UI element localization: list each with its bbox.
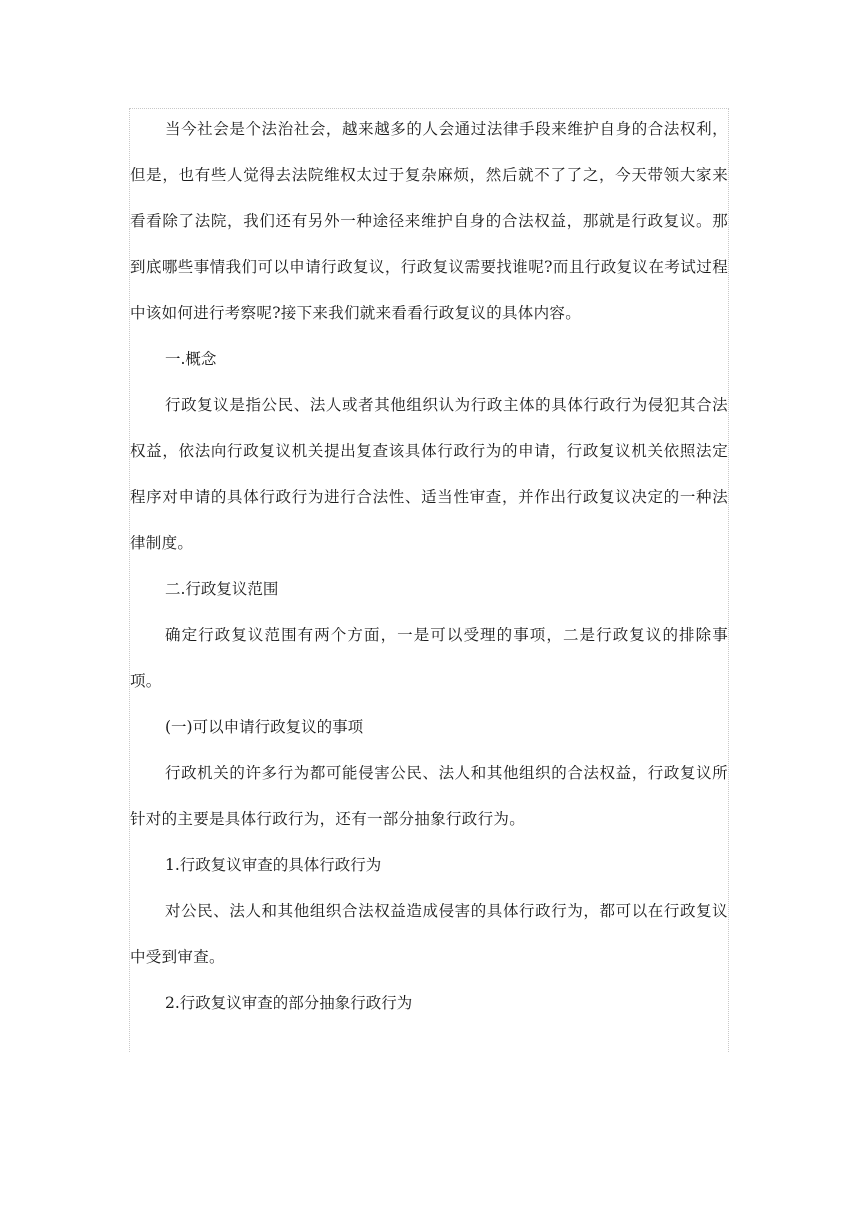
applicable-matters-paragraph: 行政机关的许多行为都可能侵害公民、法人和其他组织的合法权益，行政复议所针对的主要是具体行政行为，还有一部分抽象行政行为。 <box>130 764 728 828</box>
section-heading-scope: 二.行政复议范围 <box>165 580 279 598</box>
section-heading-concept: 一.概念 <box>165 350 217 368</box>
document-body <box>130 106 728 1026</box>
concept-paragraph: 行政复议是指公民、法人或者其他组织认为行政主体的具体行政行为侵犯其合法权益，依法向行政复议机关提出复查该具体行政行为的申请，行政复议机关依照法定程序对申请的具体行政行为进行合法性、适当性审查，并作出行政复议决定的一种法律制度。 <box>130 396 728 552</box>
specific-acts-paragraph: 对公民、法人和其他组织合法权益造成侵害的具体行政行为，都可以在行政复议中受到审查。 <box>130 902 728 966</box>
subsection-heading-applicable-matters: (一)可以申请行政复议的事项 <box>165 718 364 736</box>
intro-paragraph: 当今社会是个法治社会，越来越多的人会通过法律手段来维护自身的合法权利，但是，也有些人觉得去法院维权太过于复杂麻烦，然后就不了了之，今天带领大家来看看除了法院，我们还有另外一种途径来维护自身的合法权益，那就是行政复议。那到底哪些事情我们可以申请行政复议，行政复议需要找谁呢?而且行政复议在考试过程中该如何进行考察呢?接下来我们就来看看行政复议的具体内容。 <box>130 120 728 322</box>
scope-paragraph: 确定行政复议范围有两个方面，一是可以受理的事项，二是行政复议的排除事项。 <box>130 626 728 690</box>
item-heading-specific-acts: 1.行政复议审查的具体行政行为 <box>165 856 382 874</box>
item-heading-abstract-acts: 2.行政复议审查的部分抽象行政行为 <box>165 994 413 1012</box>
